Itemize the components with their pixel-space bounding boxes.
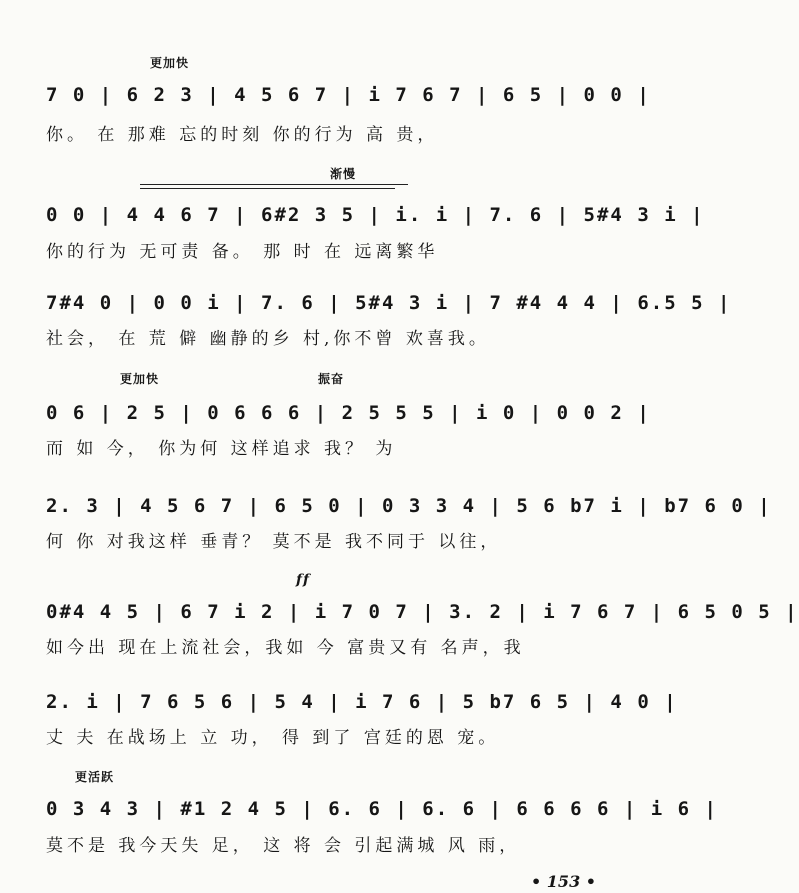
slur-line (140, 184, 408, 185)
notation-row: 0 3 4 3 | #1 2 4 5 | 6. 6 | 6. 6 | 6 6 6 6 | i 6 | (46, 798, 718, 820)
tempo-marking: 振奋 (318, 372, 345, 386)
lyrics-row: 何 你 对我这样 垂青？ 莫不是 我不同于 以往， (46, 532, 502, 552)
lyrics-row: 你。 在 那难 忘的时刻 你的行为 高 贵， (46, 125, 439, 145)
notation-row: 2. 3 | 4 5 6 7 | 6 5 0 | 0 3 3 4 | 5 6 b7 i | b7 6 0 | (46, 495, 772, 517)
tempo-marking: 更活跃 (75, 770, 115, 784)
slur-line (140, 188, 395, 189)
notation-row: 0 6 | 2 5 | 0 6 6 6 | 2 5 5 5 | i 0 | 0 0 2 | (46, 402, 651, 424)
lyrics-row: 你的行为 无可责 备。 那 时 在 远离繁华 (46, 242, 439, 262)
lyrics-row: 莫不是 我今天失 足， 这 将 会 引起满城 风 雨， (46, 836, 521, 856)
lyrics-row: 丈 夫 在战场上 立 功， 得 到了 宫廷的恩 宠。 (46, 728, 500, 748)
notation-row: 7#4 0 | 0 0 i | 7. 6 | 5#4 3 i | 7 #4 4 4 | 6.5 5 | (46, 292, 732, 314)
lyrics-row: 而 如 今， 你为何 这样追求 我？ 为 (46, 439, 397, 459)
page-number: • 153 • (531, 872, 596, 891)
tempo-marking: 更加快 (120, 372, 160, 386)
notation-row: 2. i | 7 6 5 6 | 5 4 | i 7 6 | 5 b7 6 5 | 4 0 | (46, 691, 678, 713)
dynamics-marking: ff (296, 572, 311, 588)
notation-row: 0 0 | 4 4 6 7 | 6#2 3 5 | i. i | 7. 6 | 5#4 3 i | (46, 204, 705, 226)
tempo-marking: 更加快 (150, 56, 190, 70)
lyrics-row: 如今出 现在上流社会，我如 今 富贵又有 名声，我 (46, 638, 525, 658)
notation-row: 7 0 | 6 2 3 | 4 5 6 7 | i 7 6 7 | 6 5 | 0 0 | (46, 84, 651, 106)
lyrics-row: 社会， 在 荒 僻 幽静的乡 村,你不曾 欢喜我。 (46, 329, 490, 349)
tempo-marking: 渐慢 (330, 167, 357, 181)
notation-row: 0#4 4 5 | 6 7 i 2 | i 7 0 7 | 3. 2 | i 7 6 7 | 6 5 0 5 | (46, 601, 799, 623)
